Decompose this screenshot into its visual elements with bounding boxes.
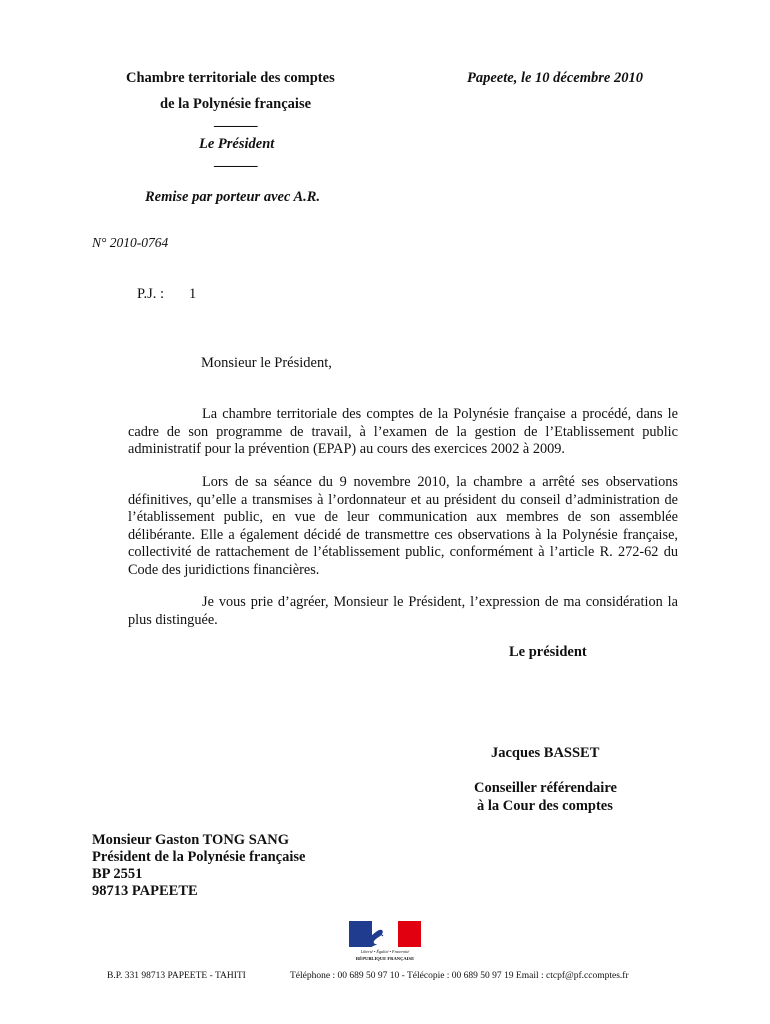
recipient-line3: BP 2551: [92, 866, 143, 882]
republique-francaise-logo: [349, 921, 421, 963]
footer-address: B.P. 331 98713 PAPEETE - TAHITI: [107, 971, 246, 981]
delivery-mode: Remise par porteur avec A.R.: [145, 189, 321, 205]
signatory-name: Jacques BASSET: [491, 745, 600, 761]
reference-number: N° 2010-0764: [92, 235, 169, 250]
sender-org-line2: de la Polynésie française: [160, 96, 312, 112]
salutation: Monsieur le Président,: [201, 355, 332, 371]
marianne-logo-icon: [349, 921, 421, 963]
header-rule-2: ______: [214, 153, 258, 169]
recipient-line2: Président de la Polynésie française: [92, 849, 306, 865]
place-date: Papeete, le 10 décembre 2010: [467, 70, 643, 86]
signatory-function-line1: Conseiller référendaire: [474, 780, 617, 796]
body-paragraph-3: Je vous prie d’agréer, Monsieur le Président, l’expression de ma considération la plus distinguée.: [128, 594, 678, 628]
body-paragraph-1: La chambre territoriale des comptes de la Polynésie française a procédé, dans le cadre de son programme de travail, à l’examen de la gestion de l’Etablissement public administratif pour la prévention (EPAP) au cours des exercices 2002 à 2009.: [128, 406, 678, 457]
body-paragraph-2: Lors de sa séance du 9 novembre 2010, la chambre a arrêté ses observations définitives, qu’elle a transmises à l’ordonnateur et au président du conseil d’administration de l’établissement public, en vue de leur communication aux membres de son assemblée délibérante. Elle a également décidé de transmettre ces observations à la Polynésie française, collectivité de rattachement de l’établissement public, conformément à l’article R. 272-62 du Code des juridictions financières.: [128, 474, 678, 578]
signatory-function-line2: à la Cour des comptes: [477, 798, 613, 814]
attachments-count: 1: [189, 286, 197, 302]
attachments-label: P.J. :: [137, 286, 165, 302]
header-rule-1: ______: [214, 113, 258, 129]
recipient-line4: 98713 PAPEETE: [92, 883, 198, 899]
footer-contact: Téléphone : 00 689 50 97 10 - Télécopie : 00 689 50 97 19 Email : ctcpf@pf.ccomptes.fr: [290, 971, 629, 981]
recipient-line1: Monsieur Gaston TONG SANG: [92, 832, 289, 848]
logo-motto: Liberté • Égalité • Fraternité: [360, 949, 410, 954]
logo-republic: RÉPUBLIQUE FRANÇAISE: [355, 956, 415, 961]
sender-org-line1: Chambre territoriale des comptes: [126, 70, 335, 86]
signature-title: Le président: [509, 644, 587, 660]
sender-role: Le Président: [199, 136, 275, 152]
